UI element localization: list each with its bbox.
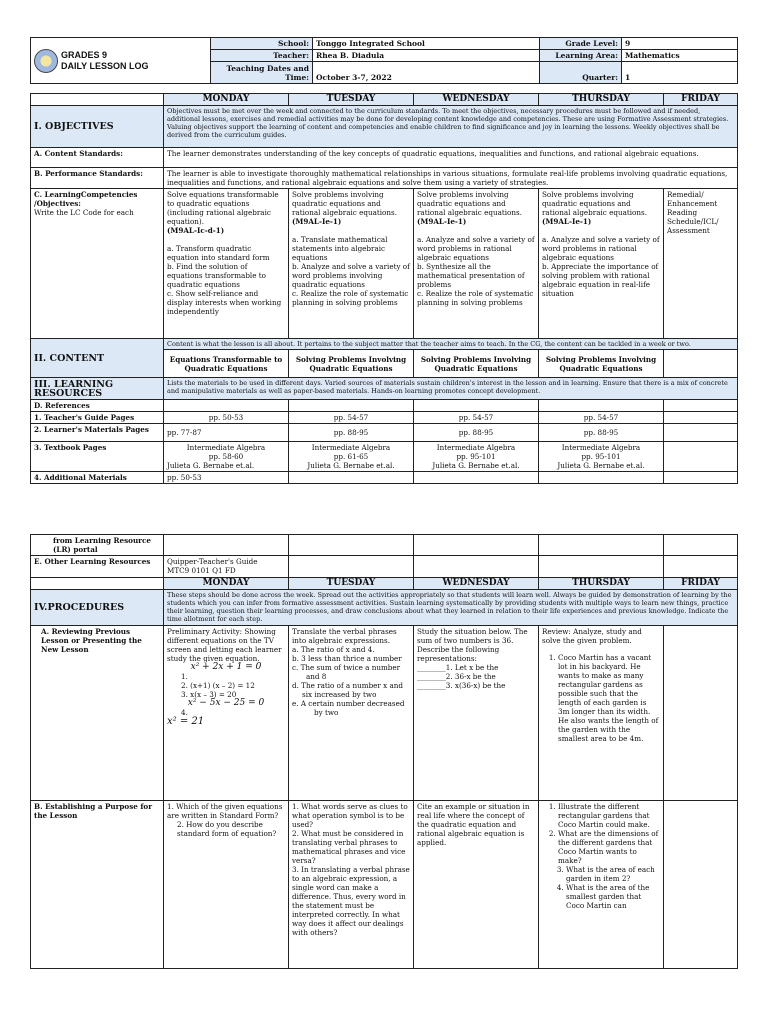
content-wednesday: Solving Problems Involving Quadratic Equations bbox=[414, 350, 539, 378]
day-monday: MONDAY bbox=[164, 578, 289, 590]
content-heading: II. CONTENT bbox=[31, 339, 164, 378]
review-mon-item3: 3. x(x – 3) = 20 bbox=[181, 690, 237, 699]
other-resource-1: Quipper-Teacher's Guide bbox=[167, 557, 258, 566]
review-wed-2: ________2. 36-x be the bbox=[417, 672, 496, 681]
review-tue-c: c. The sum of twice a number bbox=[292, 663, 401, 672]
reviewing-thursday bbox=[539, 626, 664, 801]
tb-thursday bbox=[539, 442, 664, 472]
day-monday: MONDAY bbox=[164, 94, 289, 106]
empty-cell bbox=[539, 400, 664, 412]
day-thursday: THURSDAY bbox=[539, 578, 664, 590]
competencies-monday bbox=[164, 189, 289, 339]
area-label: Learning Area: bbox=[540, 50, 622, 62]
lesson-table-page2 bbox=[30, 534, 738, 969]
empty-cell bbox=[539, 472, 664, 484]
school-value: Tonggo Integrated School bbox=[313, 38, 540, 50]
reviewing-wednesday bbox=[414, 626, 539, 801]
day-friday: FRIDAY bbox=[664, 578, 738, 590]
mon-obj-c: c. Show self-reliance and display interests when working independently bbox=[167, 289, 282, 316]
competencies-label-cell bbox=[31, 189, 164, 339]
purpose-mon-1: 1. Which of the given equations are written in Standard Form? bbox=[167, 802, 283, 820]
day-thursday: THURSDAY bbox=[539, 94, 664, 106]
wed-code: (M9AL-Ie-1) bbox=[417, 217, 467, 226]
lesson-table-page1 bbox=[30, 93, 738, 484]
tue-obj-b: b. Analyze and solve a variety of word problems involving quadratic equations bbox=[292, 262, 410, 289]
day-tuesday: TUESDAY bbox=[289, 94, 414, 106]
review-tue-intro: Translate the verbal phrases into algebraic expressions. bbox=[292, 627, 397, 645]
purpose-label: B. Establishing a Purpose for the Lesson bbox=[31, 801, 164, 969]
objectives-note: Objectives must be met over the week and connected to the curriculum standards. To meet the objectives, necessary procedures must be followed and if needed, additional lessons, exercises and remedial activities may be done for developing content knowledge and competencies. These are using Formative Assessment strategies. Valuing objectives support the learning of content and competencies and enable children to find significance and joy in learning the lessons. Weekly objectives shall be derived from the curriculum guides. bbox=[164, 106, 738, 148]
school-label: School: bbox=[211, 38, 313, 50]
purpose-wednesday: Cite an example or situation in real life where the concept of the quadratic equation and rational algebraic equation is applied. bbox=[414, 801, 539, 969]
performance-standards-text: The learner is able to investigate thoroughly mathematical relationships in various situations, formulate real-life problems involving quadratic equations, inequalities and functions, and rational algebraic equations and solve them using a variety of strategies. bbox=[164, 168, 738, 189]
review-tue-e2: by two bbox=[314, 708, 339, 717]
competencies-sub: Write the LC Code for each bbox=[34, 208, 134, 217]
lm-monday: pp. 77-87 bbox=[164, 424, 289, 442]
tb-title: Intermediate Algebra bbox=[561, 443, 641, 452]
dates-value: October 3-7, 2022 bbox=[313, 62, 540, 84]
review-mon-item1: 1. bbox=[181, 672, 188, 681]
empty-cell bbox=[289, 535, 414, 556]
wed-objective: Solve problems involving quadratic equations and rational algebraic equations. bbox=[417, 190, 522, 217]
competencies-tuesday bbox=[289, 189, 414, 339]
tg-thursday: pp. 54-57 bbox=[539, 412, 664, 424]
reviewing-label: A. Reviewing Previous Lesson or Presenting the New Lesson bbox=[31, 626, 164, 801]
review-thu-intro: Review: Analyze, study and solve the given problem. bbox=[542, 627, 642, 645]
empty-cell bbox=[414, 535, 539, 556]
review-wed-intro: Study the situation below. The sum of two numbers is 36. Describe the following representations: bbox=[417, 627, 528, 663]
thu-code: (M9AL-Ie-1) bbox=[542, 217, 592, 226]
tb-title: Intermediate Algebra bbox=[436, 443, 516, 452]
objectives-heading: I. OBJECTIVES bbox=[31, 106, 164, 148]
empty-cell bbox=[164, 535, 289, 556]
empty-cell bbox=[664, 535, 738, 556]
competencies-wednesday bbox=[414, 189, 539, 339]
tue-objective: Solve problems involving quadratic equations and rational algebraic equations. bbox=[292, 190, 397, 217]
tb-monday bbox=[164, 442, 289, 472]
review-tue-a: a. The ratio of x and 4. bbox=[292, 645, 375, 654]
competencies-friday: Remedial/ Enhancement Reading Schedule/ICL/ Assessment bbox=[664, 189, 738, 339]
grade-label: Grade Level: bbox=[540, 38, 622, 50]
empty-cell bbox=[539, 535, 664, 556]
tue-obj-c: c. Realize the role of systematic planning in solving problems bbox=[292, 289, 409, 307]
purpose-tue-3: 3. In translating a verbal phrase to an algebraic expression, a single word can make a difference. Thus, every word in the statement must be interpreted correctly. In what way does it affect our dealings with others? bbox=[292, 865, 410, 937]
content-note: Content is what the lesson is all about. It pertains to the subject matter that the teacher aims to teach. In the CG, the content can be tackled in a week or two. bbox=[164, 339, 738, 350]
empty-cell bbox=[664, 400, 738, 412]
review-mon-eq1: x² + 2x + 1 = 0 bbox=[190, 662, 262, 672]
tg-monday: pp. 50-53 bbox=[164, 412, 289, 424]
purpose-mon-2: 2. How do you describe standard form of equation? bbox=[177, 820, 277, 838]
tb-pages: pp. 61-65 bbox=[333, 452, 369, 461]
empty-cell bbox=[414, 400, 539, 412]
dll-title: DAILY LESSON LOG bbox=[61, 60, 149, 71]
review-tue-b: b. 3 less than thrice a number bbox=[292, 654, 402, 663]
empty-cell bbox=[664, 412, 738, 424]
grades-title: GRADES 9 bbox=[61, 49, 108, 60]
lm-tuesday: pp. 88-95 bbox=[289, 424, 414, 442]
area-value: Mathematics bbox=[622, 50, 738, 62]
learners-materials-label: 2. Learner's Materials Pages bbox=[31, 424, 164, 442]
performance-standards-label: B. Performance Standards: bbox=[31, 168, 164, 189]
tb-author: Julieta G. Bernabe et.al. bbox=[167, 461, 255, 470]
purpose-tue-1: 1. What words serve as clues to what operation symbol is to be used? bbox=[292, 802, 408, 829]
empty-cell bbox=[414, 556, 539, 578]
day-wednesday: WEDNESDAY bbox=[414, 94, 539, 106]
review-mon-item2: 2. (x+1) (x – 2) = 12 bbox=[181, 681, 255, 690]
additional-materials-label: 4. Additional Materials bbox=[31, 472, 164, 484]
tg-wednesday: pp. 54-57 bbox=[414, 412, 539, 424]
empty-cell bbox=[289, 472, 414, 484]
content-thursday: Solving Problems Involving Quadratic Equations bbox=[539, 350, 664, 378]
empty-cell bbox=[664, 472, 738, 484]
reviewing-monday bbox=[164, 626, 289, 801]
teachers-guide-label: 1. Teacher's Guide Pages bbox=[31, 412, 164, 424]
quarter-label: Quarter: bbox=[540, 62, 622, 84]
deped-seal-icon bbox=[34, 49, 58, 73]
empty-cell bbox=[289, 556, 414, 578]
content-tuesday: Solving Problems Involving Quadratic Equations bbox=[289, 350, 414, 378]
tb-author: Julieta G. Bernabe et.al. bbox=[432, 461, 520, 470]
other-resource-2: MTC9 0101 Q1 FD bbox=[167, 566, 236, 575]
empty-cell bbox=[414, 472, 539, 484]
content-monday: Equations Transformable to Quadratic Equations bbox=[164, 350, 289, 378]
header-title-cell bbox=[31, 38, 211, 84]
thu-objective: Solve problems involving quadratic equations and rational algebraic equations. bbox=[542, 190, 647, 217]
tb-title: Intermediate Algebra bbox=[186, 443, 266, 452]
other-resources-monday bbox=[164, 556, 289, 578]
purpose-thu-2: 2. What are the dimensions of the different gardens that Coco Martin wants to make? bbox=[558, 829, 660, 865]
resources-heading: III. LEARNING RESOURCES bbox=[31, 378, 164, 400]
review-mon-item4: 4. bbox=[181, 708, 188, 717]
empty-cell bbox=[664, 801, 738, 969]
header-table bbox=[30, 37, 738, 84]
mon-code: (M9AL-Ic-d-1) bbox=[167, 226, 225, 235]
purpose-monday bbox=[164, 801, 289, 969]
empty-cell bbox=[289, 400, 414, 412]
empty-cell bbox=[664, 442, 738, 472]
purpose-thu-4: 4. What is the area of the smallest garden that Coco Martin can bbox=[566, 883, 660, 910]
procedures-note: These steps should be done across the week. Spread out the activities appropriately so that students will learn well. Always be guided by demonstration of learning by the students which you can infer from formative assessment activities. Sustain learning systematically by providing students with multiple ways to learn new things, practice their learning, question their learning processes, and draw conclusions about what they learned in relation to their life experiences and previous knowledge. Indicate the time allotment for each step. bbox=[164, 590, 738, 626]
tg-tuesday: pp. 54-57 bbox=[289, 412, 414, 424]
add-monday: pp. 50-53 bbox=[164, 472, 289, 484]
tb-author: Julieta G. Bernabe et.al. bbox=[307, 461, 395, 470]
reviewing-tuesday bbox=[289, 626, 414, 801]
tb-pages: pp. 95-101 bbox=[581, 452, 621, 461]
content-standards-text: The learner demonstrates understanding of the key concepts of quadratic equations, inequalities and functions, and rational algebraic equations. bbox=[164, 148, 738, 168]
review-tue-c2: and 8 bbox=[306, 672, 327, 681]
competencies-label: C. LearningCompetencies /Objectives: bbox=[34, 190, 138, 208]
competencies-thursday bbox=[539, 189, 664, 339]
lm-thursday: pp. 88-95 bbox=[539, 424, 664, 442]
review-tue-d2: six increased by two bbox=[302, 690, 377, 699]
tb-tuesday bbox=[289, 442, 414, 472]
wed-obj-c: c. Realize the role of systematic planning in solving problems bbox=[417, 289, 534, 307]
purpose-tuesday bbox=[289, 801, 414, 969]
thu-obj-b: b. Appreciate the importance of solving problem with rational algebraic equation in real-life situation bbox=[542, 262, 659, 298]
day-friday: FRIDAY bbox=[664, 94, 738, 106]
corner-cell bbox=[31, 94, 164, 106]
day-tuesday: TUESDAY bbox=[289, 578, 414, 590]
mon-objective: Solve equations transformable to quadratic equations (including rational algebraic equation). bbox=[167, 190, 279, 226]
wed-obj-a: a. Analyze and solve a variety of word problems in rational algebraic equations bbox=[417, 235, 535, 262]
purpose-thu-3: 3. What is the area of each garden in item 2? bbox=[566, 865, 660, 883]
tb-wednesday bbox=[414, 442, 539, 472]
quarter-value: 1 bbox=[622, 62, 738, 84]
procedures-heading: IV.PROCEDURES bbox=[31, 590, 164, 626]
mon-obj-a: a. Transform quadratic equation into standard form bbox=[167, 244, 270, 262]
resources-note: Lists the materials to be used in different days. Varied sources of materials sustain children's interest in the lesson and in learning. Ensure that there is a mix of concrete and manipulative materials as well as paper-based materials. Hands-on learning promotes concept development. bbox=[164, 378, 738, 400]
references-label: D. References bbox=[31, 400, 164, 412]
review-thu-item1: 1. Coco Martin has a vacant lot in his backyard. He wants to make as many rectangular gardens as possible such that the length of each garden is 3m longer than its width. He also wants the length of the garden with the smallest area to be 4m. bbox=[558, 653, 660, 743]
review-mon-intro: Preliminary Activity: Showing different equations on the TV screen and letting each learner study the given equation. bbox=[167, 627, 282, 663]
teacher-value: Rhea B. Diadula bbox=[313, 50, 540, 62]
content-friday bbox=[664, 350, 738, 378]
tb-pages: pp. 95-101 bbox=[456, 452, 496, 461]
tue-code: (M9AL-Ie-1) bbox=[292, 217, 342, 226]
corner-cell bbox=[31, 578, 164, 590]
other-resources-label: E. Other Learning Resources bbox=[31, 556, 164, 578]
empty-cell bbox=[164, 400, 289, 412]
review-wed-3: ________3. x(36-x) be the bbox=[417, 681, 506, 690]
teacher-label: Teacher: bbox=[211, 50, 313, 62]
review-tue-e: e. A certain number decreased bbox=[292, 699, 405, 708]
thu-obj-a: a. Analyze and solve a variety of word problems in rational algebraic equations bbox=[542, 235, 660, 262]
lr-portal-label: from Learning Resource (LR) portal bbox=[31, 535, 164, 556]
review-mon-eq2: x² − 5x − 25 = 0 bbox=[187, 698, 265, 708]
empty-cell bbox=[664, 424, 738, 442]
purpose-tue-2: 2. What must be considered in translating verbal phrases to mathematical phrases and vice versa? bbox=[292, 829, 406, 865]
empty-cell bbox=[664, 626, 738, 801]
purpose-thu-1: 1. Illustrate the different rectangular gardens that Coco Martin could make. bbox=[558, 802, 660, 829]
empty-cell bbox=[539, 556, 664, 578]
tue-obj-a: a. Translate mathematical statements into algebraic equations bbox=[292, 235, 388, 262]
review-wed-1: ________1. Let x be the bbox=[417, 663, 499, 672]
empty-cell bbox=[664, 556, 738, 578]
tb-author: Julieta G. Bernabe et.al. bbox=[557, 461, 645, 470]
mon-obj-b: b. Find the solution of equations transformable to quadratic equations bbox=[167, 262, 266, 289]
purpose-thursday bbox=[539, 801, 664, 969]
day-wednesday: WEDNESDAY bbox=[414, 578, 539, 590]
content-standards-label: A. Content Standards: bbox=[31, 148, 164, 168]
tb-pages: pp. 58-60 bbox=[208, 452, 244, 461]
review-tue-d: d. The ratio of a number x and bbox=[292, 681, 403, 690]
tb-title: Intermediate Algebra bbox=[311, 443, 391, 452]
review-mon-eq3: x² = 21 bbox=[167, 716, 205, 727]
lm-wednesday: pp. 88-95 bbox=[414, 424, 539, 442]
textbook-label: 3. Textbook Pages bbox=[31, 442, 164, 472]
dates-label: Teaching Dates and Time: bbox=[211, 62, 313, 84]
grade-value: 9 bbox=[622, 38, 738, 50]
wed-obj-b: b. Synthesize all the mathematical presentation of problems bbox=[417, 262, 525, 289]
